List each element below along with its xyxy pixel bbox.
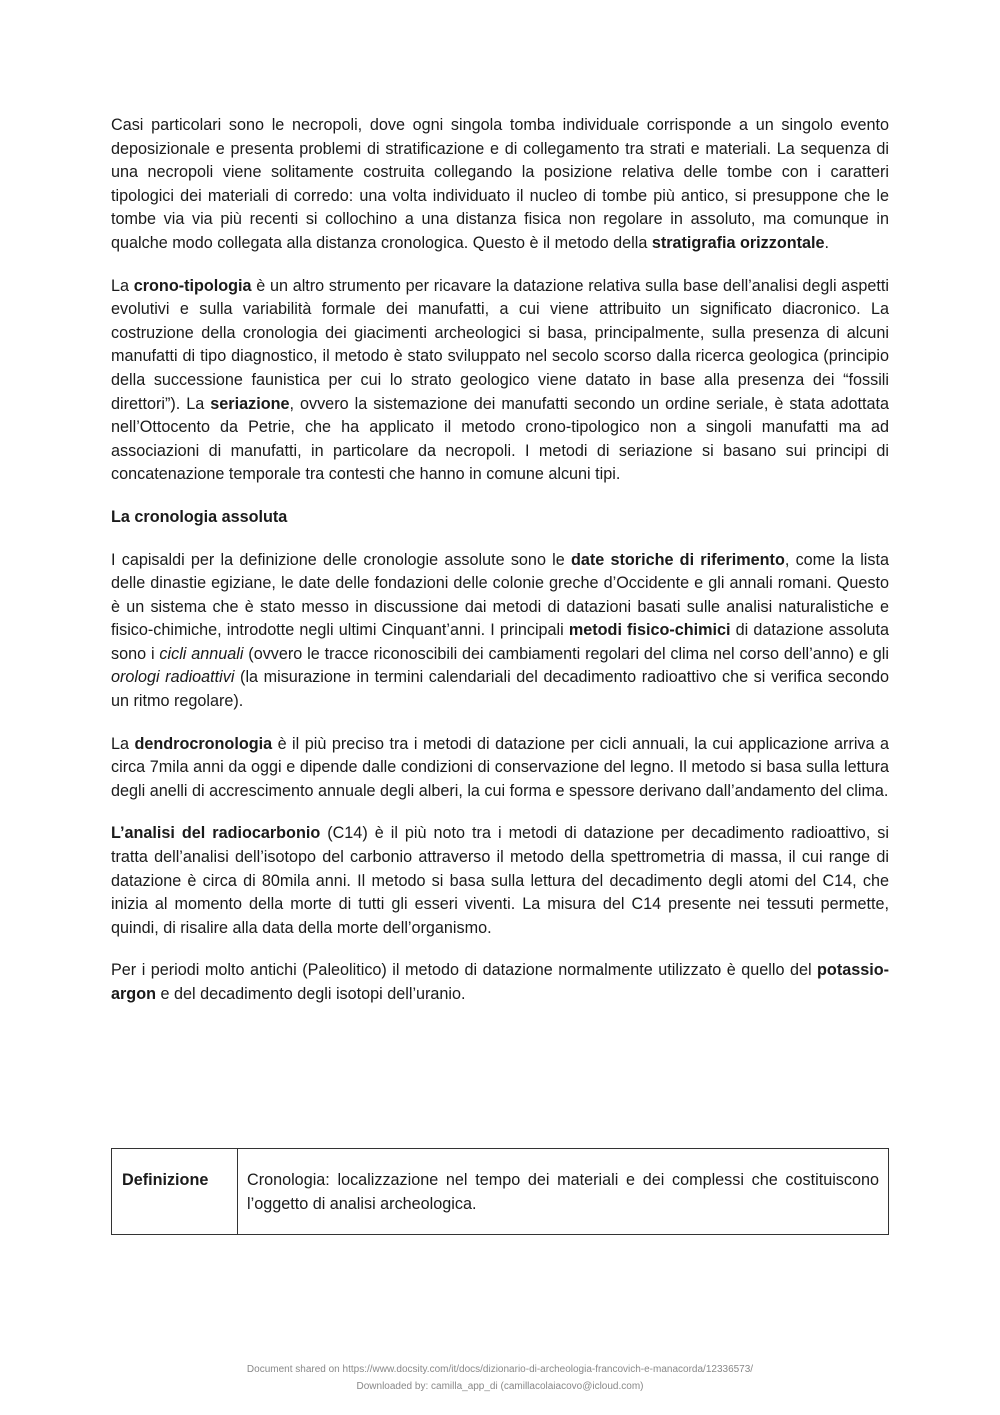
- text-run: , come la lista delle dinastie egiziane, le date delle fondazioni delle colonie greche d’Occidente e gli annali romani. Questo è un sistema che è stato messo in discussione dai metodi di datazioni basati sulle analisi naturalistiche e fisico-chimiche, introdotte negli ultimi Cinquant’anni. I principali: [111, 550, 889, 640]
- bold-term: date storiche di riferimento: [570, 550, 785, 569]
- text-run: La cronologia assoluta: [111, 507, 288, 526]
- text-run: e del decadimento degli isotopi dell’uranio.: [155, 985, 466, 1003]
- definition-label: Definizione: [112, 1149, 238, 1234]
- bold-term: L’analisi del radiocarbonio: [111, 824, 321, 843]
- body-paragraph: [111, 114, 889, 256]
- text-run: (la misurazione in termini calendariali del decadimento radioattivo che si verifica secondo un ritmo regolare).: [111, 668, 890, 711]
- text-run: La: [111, 276, 134, 295]
- body-paragraph: [111, 275, 889, 487]
- text-run: , ovvero la sistemazione dei manufatti secondo un ordine seriale, è stata adottata nell’Ottocento da Petrie, che ha applicato il metodo crono-tipologico non a singoli manufatti ma ad associazioni di manufatti, in particolare da necropoli. I metodi di seriazione si basano sui principi di concatenazione temporale tra contesti che hanno in comune alcuni tipi.: [111, 394, 889, 484]
- text-run: Casi particolari sono le necropoli, dove ogni singola tomba individuale corrisponde a un singolo evento deposizionale e presenta problemi di stratificazione e di collegamento tra strati e materiali. La sequenza di una necropoli viene solitamente costruita collegando la posizione relativa delle tombe con i caratteri tipologici dei materiali di corredo: una volta individuato il nucleo di tombe più antico, si presuppone che le tombe via via più recenti si collochino a una distanza fisica non regolare in assoluto, ma comunque in qualche modo collegata alla distanza cronologica. Questo è il metodo della: [111, 116, 889, 252]
- bold-term: stratigrafia orizzontale: [651, 233, 825, 252]
- bold-term: dendrocronologia: [134, 734, 273, 753]
- body-paragraph: [111, 822, 889, 940]
- text-run: Per i periodi molto antichi (Paleolitico) il metodo di datazione normalmente utilizzato è quello del: [111, 961, 818, 980]
- italic-term: cicli annuali: [159, 644, 244, 663]
- footer-shared-line: Document shared on https://www.docsity.com/it/docs/dizionario-di-archeologia-francovich-e-manacorda/12336573/: [246, 1364, 754, 1375]
- body-paragraph: [111, 733, 889, 804]
- document-body: [111, 114, 889, 1026]
- text-run: è un altro strumento per ricavare la datazione relativa sulla base dell’analisi degli aspetti evolutivi e sulla variabilità formale dei manufatti, a cui viene attribuito un significato diacronico. La costruzione della cronologia dei giacimenti archeologici si basa, principalmente, sulla presenza di alcuni manufatti di tipo diagnostico, il metodo è stato sviluppato nel secolo scorso dalla ricerca geologica (principio della successione faunistica per cui lo strato geologico viene datato in base alla presenza dei “fossili direttori”). La: [111, 276, 889, 413]
- text-run: (ovvero le tracce riconoscibili dei cambiamenti regolari del clima nel corso dell’anno) e gli: [243, 644, 889, 663]
- body-paragraph: [111, 959, 889, 1006]
- bold-term: potassio-argon: [111, 961, 889, 1003]
- italic-term: orologi radioattivi: [111, 668, 235, 687]
- bold-term: seriazione: [210, 394, 290, 413]
- text-run: è il più preciso tra i metodi di datazione per cicli annuali, la cui applicazione arriva a circa 7mila anni da oggi e dipende dalle condizioni di conservazione del legno. Il metodo si basa sulla lettura degli anelli di accrescimento annuale degli alberi, la cui forma e spessore derivano dall’andamento del clima.: [111, 734, 889, 800]
- body-paragraph: [111, 549, 889, 714]
- section-heading: [111, 506, 889, 530]
- text-run: .: [824, 233, 830, 252]
- text-run: di datazione assoluta sono i: [111, 621, 889, 663]
- bold-term: crono-tipologia: [133, 276, 252, 295]
- definition-box: [111, 1148, 889, 1235]
- bold-term: metodi fisico-chimici: [568, 621, 731, 640]
- text-run: I capisaldi per la definizione delle cronologie assolute sono le: [111, 550, 571, 569]
- text-run: La: [111, 734, 135, 753]
- footer-downloaded-line: Downloaded by: camilla_app_di (camillacolaiacovo@icloud.com): [356, 1381, 644, 1392]
- text-run: (C14) è il più noto tra i metodi di datazione per decadimento radioattivo, si tratta dell’analisi dell’isotopo del carbonio attraverso il metodo della spettrometria di massa, il cui range di datazione è circa di 80mila anni. Il metodo si basa sulla lettura del decadimento degli atomi del C14, che inizia al momento della morte di tutti gli esseri viventi. La misura del C14 presente nei tessuti permette, quindi, di risalire alla data della morte dell’organismo.: [111, 824, 889, 937]
- definition-text: Cronologia: localizzazione nel tempo dei materiali e dei complessi che costituiscono l’oggetto di analisi archeologica.: [247, 1171, 879, 1213]
